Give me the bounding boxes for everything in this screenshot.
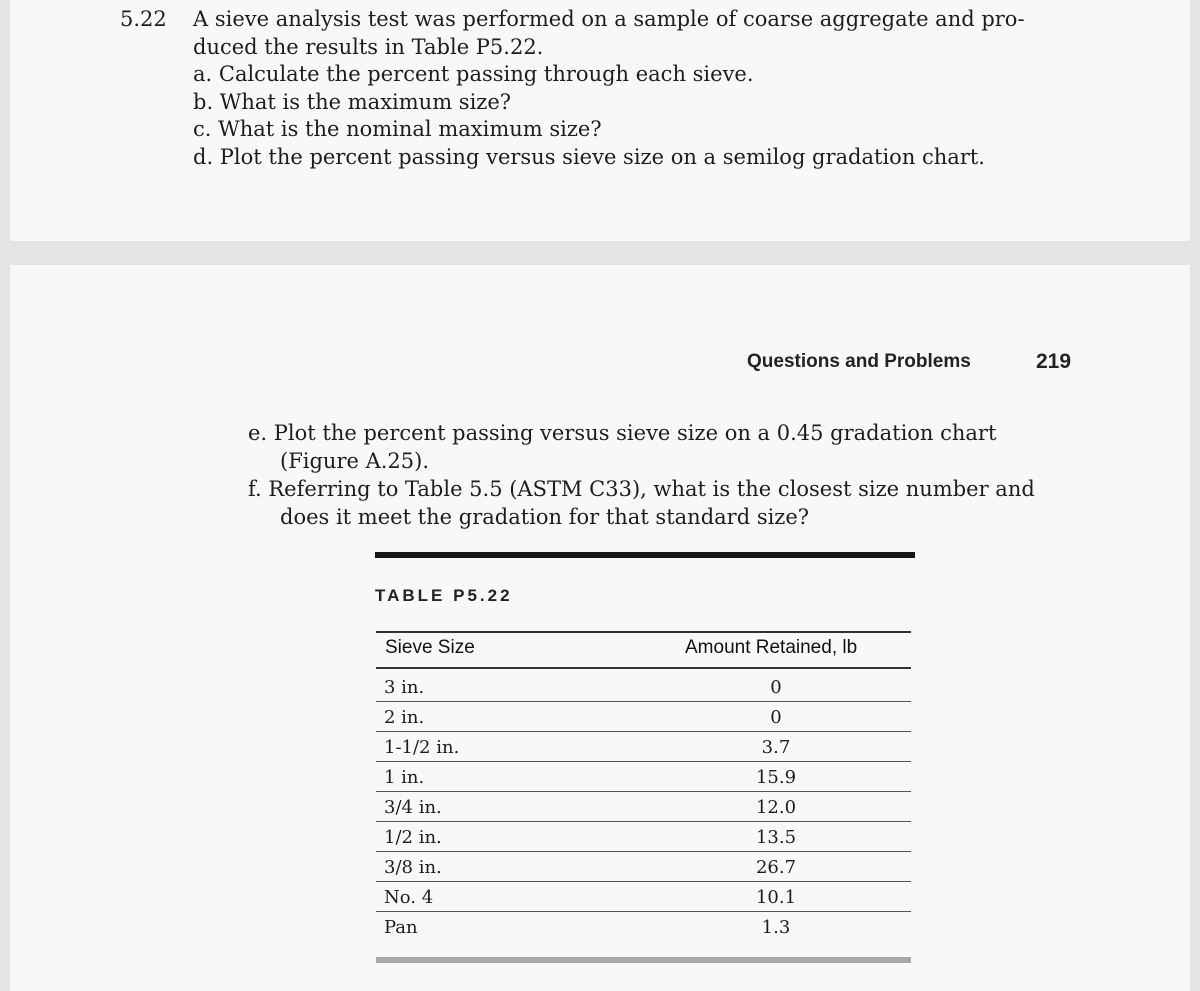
- sieve-size-cell: 3/4 in.: [384, 797, 442, 818]
- sieve-size-cell: 3/8 in.: [384, 857, 442, 878]
- amount-retained-cell: 0: [770, 677, 782, 698]
- table-row: [376, 762, 911, 792]
- sieve-size-cell: 1 in.: [384, 767, 425, 788]
- table-caption: TABLE P5.22: [375, 586, 513, 605]
- table-header-top-rule: [376, 631, 911, 633]
- table-body: [376, 672, 911, 942]
- table-row: [376, 672, 911, 702]
- amount-retained-cell: 3.7: [761, 737, 791, 758]
- amount-retained-cell: 26.7: [755, 857, 797, 878]
- table-row: [376, 912, 911, 942]
- problem-line-2: duced the results in Table P5.22.: [193, 34, 544, 59]
- problem-number: 5.22: [120, 7, 167, 31]
- running-head-title: Questions and Problems: [747, 351, 971, 372]
- amount-retained-cell: 15.9: [755, 767, 797, 788]
- sieve-size-cell: 1/2 in.: [384, 827, 442, 848]
- sieve-size-cell: 2 in.: [384, 707, 425, 728]
- problem-line-1: A sieve analysis test was performed on a sample of coarse aggregate and pro-: [193, 7, 1025, 31]
- sieve-size-cell: No. 4: [384, 887, 434, 908]
- problem-part-f: f. Referring to Table 5.5 (ASTM C33), what is the closest size number and: [248, 477, 1035, 501]
- table-header-bottom-rule: [376, 667, 911, 669]
- problem-part-e: e. Plot the percent passing versus sieve size on a 0.45 gradation chart: [248, 421, 997, 445]
- problem-part-f-continued: does it meet the gradation for that standard size?: [280, 505, 810, 529]
- table-row: [376, 822, 911, 852]
- problem-part-b: b. What is the maximum size?: [193, 89, 512, 114]
- table-row: [376, 852, 911, 882]
- amount-retained-cell: 12.0: [755, 797, 797, 818]
- page-number: 219: [1036, 350, 1072, 373]
- table-row: [376, 702, 911, 732]
- table-row: [376, 792, 911, 822]
- sieve-size-cell: 1-1/2 in.: [384, 737, 460, 758]
- table-row: [376, 732, 911, 762]
- continued-problem-text: [248, 419, 1108, 531]
- sieve-size-cell: Pan: [384, 917, 418, 938]
- amount-retained-cell: 0: [770, 707, 782, 728]
- problem-part-d: d. Plot the percent passing versus sieve size on a semilog gradation chart.: [193, 144, 985, 169]
- problem-part-c: c. What is the nominal maximum size?: [193, 117, 602, 141]
- problem-part-e-continued: (Figure A.25).: [280, 449, 430, 473]
- table-bottom-rule: [376, 957, 911, 963]
- amount-retained-cell: 13.5: [755, 827, 797, 848]
- sieve-size-cell: 3 in.: [384, 677, 425, 698]
- problem-text: [193, 6, 1073, 171]
- problem-part-a: a. Calculate the percent passing through each sieve.: [193, 62, 754, 86]
- amount-retained-cell: 1.3: [761, 917, 791, 938]
- column-header-amount-retained: Amount Retained, lb: [685, 637, 858, 658]
- table-row: [376, 882, 911, 912]
- amount-retained-cell: 10.1: [755, 887, 797, 908]
- column-header-sieve-size: Sieve Size: [385, 637, 475, 658]
- table-top-thick-rule: [375, 552, 915, 558]
